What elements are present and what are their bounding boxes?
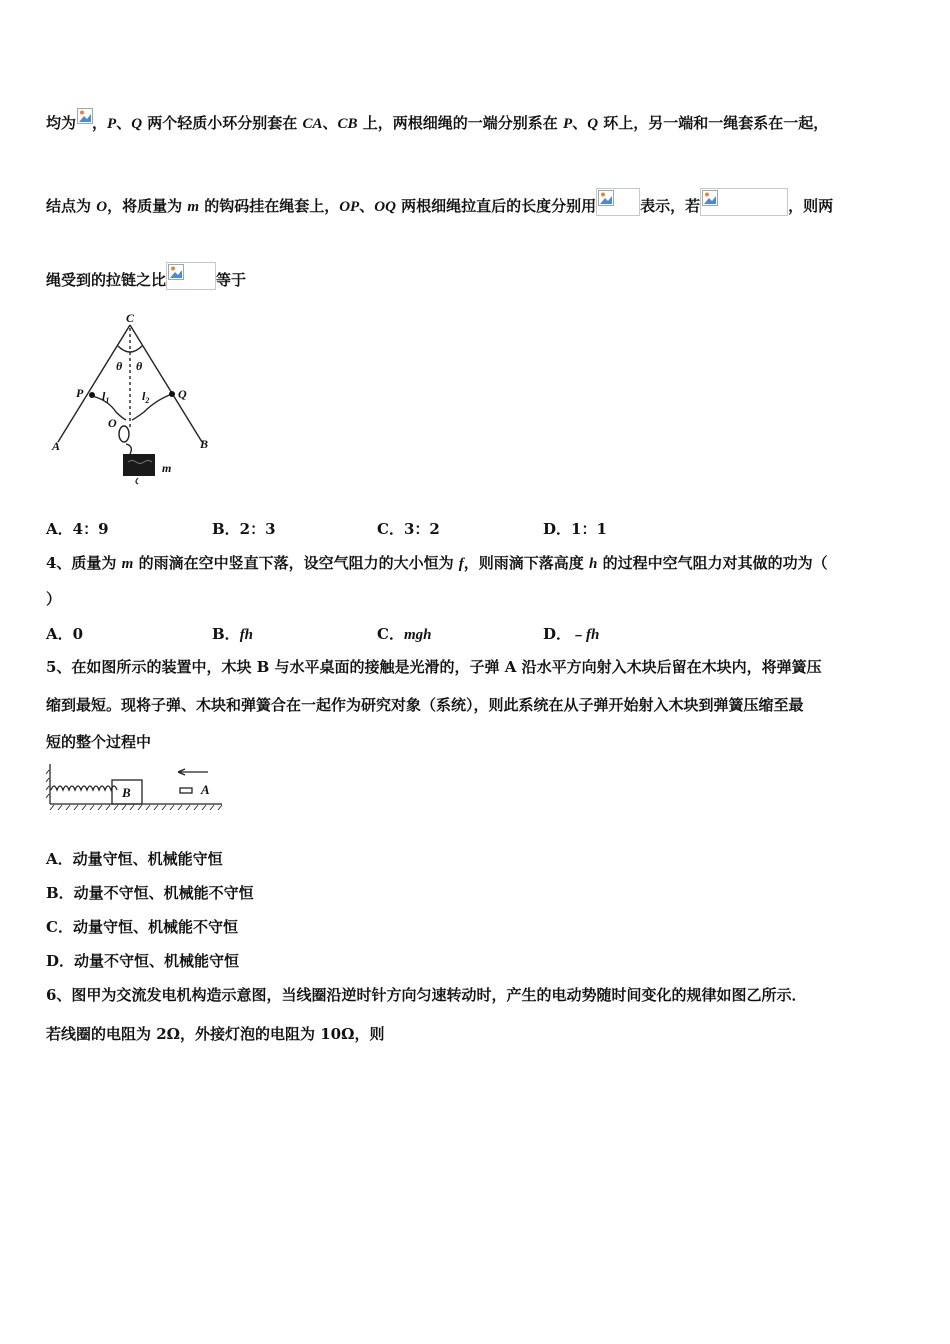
q5-spring-block-figure [46,762,226,814]
hanging-weight [123,454,155,476]
label-b: B [200,437,209,451]
q5-line-1: 5、在如图所示的装置中，木块 B 与水平桌面的接触是光滑的，子弹 A 沿水平方向射入木块后留在木块内，将弹簧压 [46,658,822,676]
q3-option-d[interactable]: D．1：1 [543,520,607,538]
rod-cb [130,325,202,442]
q4-option-d[interactable]: D．﹣fh [543,625,600,643]
q3-option-c[interactable]: C．3：2 [377,520,440,538]
rope-loop [119,426,129,442]
q5-option-b[interactable]: B．动量不守恒、机械能不守恒 [46,884,254,902]
q5-option-c[interactable]: C．动量守恒、机械能不守恒 [46,918,238,936]
q6-line-2: 若线圈的电阻为 2Ω，外接灯泡的电阻为 10Ω，则 [46,1025,385,1043]
q4-option-c[interactable]: C．mgh [377,625,432,643]
label-c: C [126,311,135,325]
bullet-a [180,788,192,793]
ring-p [89,392,95,398]
broken-image-icon [702,190,718,206]
q4-option-b[interactable]: B．fh [212,625,254,643]
label-p: P [76,386,84,400]
q6-line-1: 6、图甲为交流发电机构造示意图，当线圈沿逆时针方向匀速转动时，产生的电动势随时间变化的规律如图乙所示． [46,986,807,1004]
label-l2: $l_2$ [142,389,150,405]
label-bullet-a: A [201,782,210,797]
q3-line-3: 绳受到的拉链之比 等于 [46,262,246,290]
rope-oq [132,394,172,420]
broken-image-icon [76,107,92,125]
q4-line-1: 4、质量为 m 的雨滴在空中竖直下落，设空气阻力的大小恒为 f，则雨滴下落高度 h 的过程中空气阻力对其做的功为（ [46,554,828,572]
formula-image-ratio [166,262,216,290]
label-a: A [52,439,61,453]
formula-image-condition [700,188,788,216]
rod-ca [58,325,130,442]
broken-image-icon [168,264,184,280]
q5-line-3: 短的整个过程中 [46,733,152,751]
q4-option-a[interactable]: A．0 [46,625,84,643]
label-l1: $l_1$ [102,389,110,405]
q5-option-d[interactable]: D．动量不守恒、机械能守恒 [46,952,240,970]
label-o: O [108,416,117,430]
formula-image-l1-l2 [596,188,640,216]
label-theta-left: θ [116,359,123,373]
spring [51,786,117,790]
label-q: Q [178,387,187,401]
hook [126,444,131,454]
q3-line-2: 结点为 O，将质量为 m 的钩码挂在绳套上，OP、OQ 两根细绳拉直后的长度分别用 表示，若 ，则两 [46,188,833,216]
q3-line-1: 均为 ，P、Q 两个轻质小环分别套在 CA、CB 上，两根细绳的一端分别系在 P、Q 环上，另一端和一绳套系在一起， [46,112,828,133]
q5-line-2: 缩到最短。现将子弹、木块和弹簧合在一起作为研究对象（系统），则此系统在从子弹开始射入木块到弹簧压缩至最 [46,696,804,714]
label-block-b: B [122,785,131,800]
q3-option-a[interactable]: A．4：9 [46,520,109,538]
q4-line-2: ） [46,590,62,608]
q5-option-a[interactable]: A．动量守恒、机械能守恒 [46,850,223,868]
q3-rope-figure [46,308,226,488]
label-m: m [162,461,172,475]
broken-image-icon [598,190,614,206]
ring-q [169,391,175,397]
q3-option-b[interactable]: B．2：3 [212,520,276,538]
label-theta-right: θ [136,359,143,373]
